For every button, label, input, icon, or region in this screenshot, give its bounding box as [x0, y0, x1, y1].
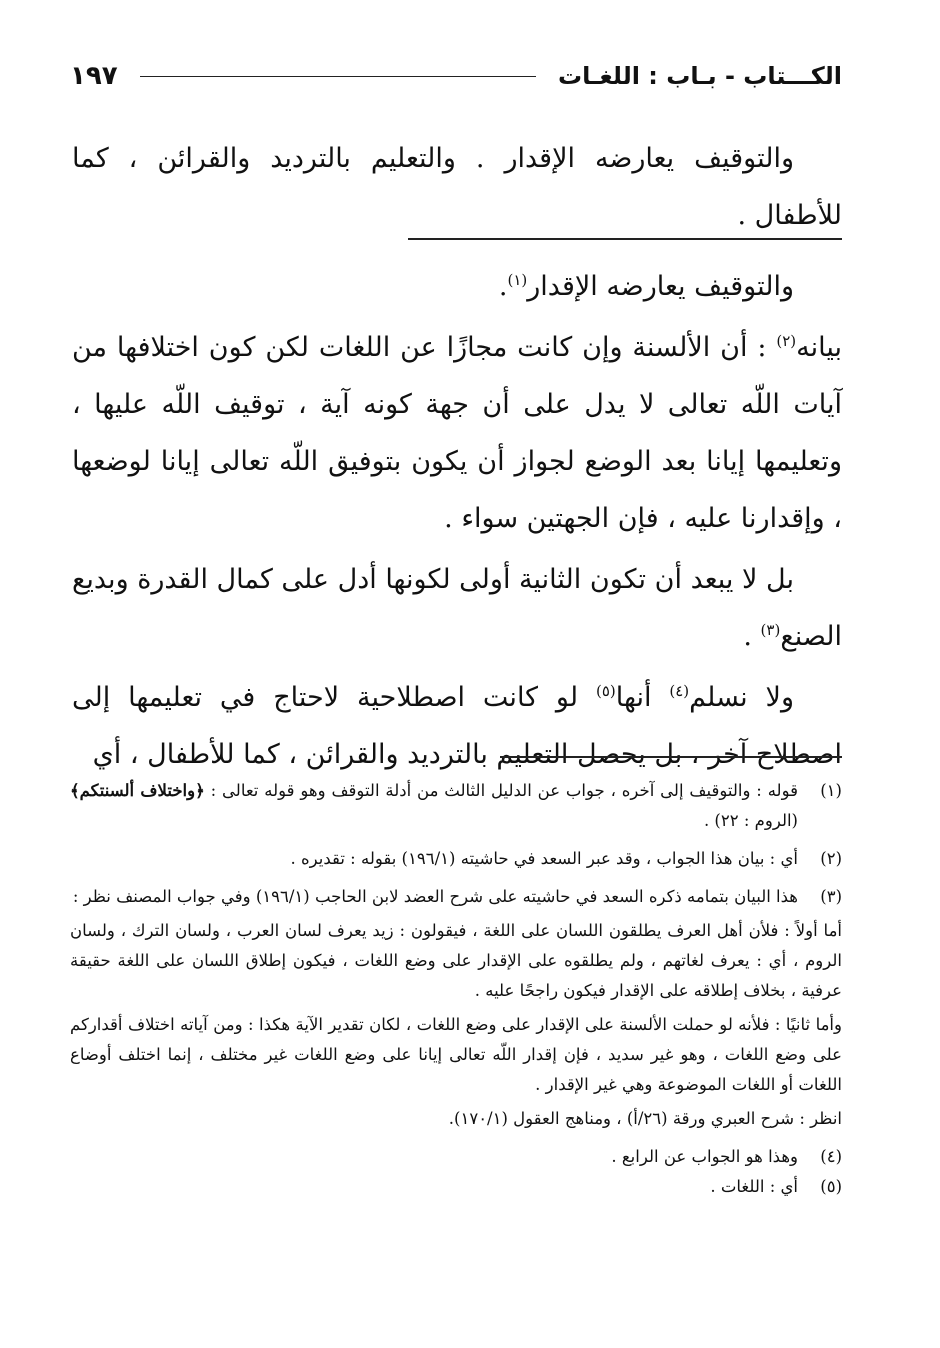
- footnote-ref-5[interactable]: (٥): [596, 682, 616, 700]
- footnote-number: (١): [820, 781, 842, 800]
- footnote-3-sources: انظر : شرح العبري ورقة (٢٦/أ) ، ومناهج العقول (١٧٠/١).: [448, 1109, 842, 1128]
- quoted-matn-line-1: والتوقيف يعارضه الإقدار . والتعليم بالترديد والقرائن ، كما: [72, 143, 794, 174]
- footnote-ref-1[interactable]: (١): [507, 271, 528, 289]
- footnote-3-second-point: وأما ثانيًا : فلأنه لو حملت الألسنة على الإقدار على وضع اللغات ، لكان تقدير الآية هكذا : ومن آياته اختلاف أقداركم على وضع اللغات ، وهو غير سديد ، فإن إقدار اللّه تعالى إيانا على وضع اللغات غير مختلف ، إنما اختلف أوضاع اللغات أو اللغات الموضوعة وهي غير الإقدار .: [70, 1015, 842, 1094]
- paragraph-2: بيانه$^{(٢)}$ : أن الألسنة وإن كانت مجازًا عن اللغات لكن كون اختلافها من آيات اللّه تعالى لا يدل على أن جهة كونه آية ، توقيف اللّه عليها ، وتعليمها إيانا بعد الوضع لجواز أن يكون بتوفيق اللّه تعالى إيانا لوضعها ، وإقدارنا عليه ، فإن الجهتين سواء .: [72, 332, 842, 534]
- footnote-4: (٤)وهذا هو الجواب عن الرابع .: [70, 1142, 842, 1172]
- footnote-ref-2[interactable]: (٢): [776, 332, 797, 350]
- running-title: الكـــتاب - بـاب : اللغـات: [558, 62, 842, 90]
- footnote-1: (١)قوله : والتوقيف إلى آخره ، جواب عن الدليل الثالث من أدلة التوقف وهو قوله تعالى : ﴿واختلاف ألسنتكم﴾ (الروم : ٢٢) .: [70, 776, 842, 836]
- page-number: ١٩٧: [70, 61, 118, 91]
- footnote-number: (٣): [820, 887, 842, 906]
- footnote-3-first-point: أما أولاً : فلأن أهل العرف يطلقون اللسان على اللغة ، فيقولون : زيد يعرف لسان العرب ، ولسان الترك ، ولسان الروم ، أي : يعرف لغاتهم ، ولم يطلقوه على الإقدار على وضع اللغات ، فيكون إطلاق اللسان على اللغة حقيقة عرفية ، بخلاف إطلاقه على الإقدار فيكون راجحًا عليه .: [70, 921, 842, 1000]
- quoted-matn-line-2: للأطفال .: [737, 200, 842, 231]
- commentary-text: [72, 258, 842, 783]
- footnote-5: (٥)أي : اللغات .: [70, 1172, 842, 1202]
- footnote-2: (٢)أي : بيان هذا الجواب ، وقد عبر السعد في حاشيته (١٩٦/١) بقوله : تقديره .: [70, 844, 842, 874]
- footnote-number: (٥): [820, 1177, 842, 1196]
- paragraph-4: ولا نسلم$^{(٤)}$ أنها$^{(٥)}$ لو كانت اصطلاحية لاحتاج في تعليمها إلى اصطلاح آخر ، بل يحصل التعليم بالترديد والقرائن ، كما للأطفال ، أي: [72, 682, 842, 770]
- matn-separator-rule: [408, 238, 842, 240]
- header-rule: [140, 76, 536, 77]
- page-header: [70, 56, 842, 96]
- footnote-ref-3[interactable]: (٣): [760, 621, 781, 639]
- quran-quote: ﴿واختلاف ألسنتكم﴾: [70, 781, 205, 800]
- footnote-ref-4[interactable]: (٤): [669, 682, 690, 700]
- footnote-3: (٣)هذا البيان بتمامه ذكره السعد في حاشيته على شرح العضد لابن الحاجب (١٩٦/١) وفي جواب المصنف نظر :: [70, 882, 842, 912]
- paragraph-3: بل لا يبعد أن تكون الثانية أولى لكونها أدل على كمال القدرة وبديع الصنع$^{(٣)}$ .: [72, 564, 842, 652]
- footnote-number: (٤): [820, 1147, 842, 1166]
- footnote-number: (٢): [820, 849, 842, 868]
- quoted-matn: [72, 130, 842, 244]
- footnote-separator-rule: [500, 756, 842, 758]
- paragraph-1: والتوقيف يعارضه الإقدار$^{(١)}$.: [498, 271, 794, 302]
- footnotes: [70, 776, 842, 1202]
